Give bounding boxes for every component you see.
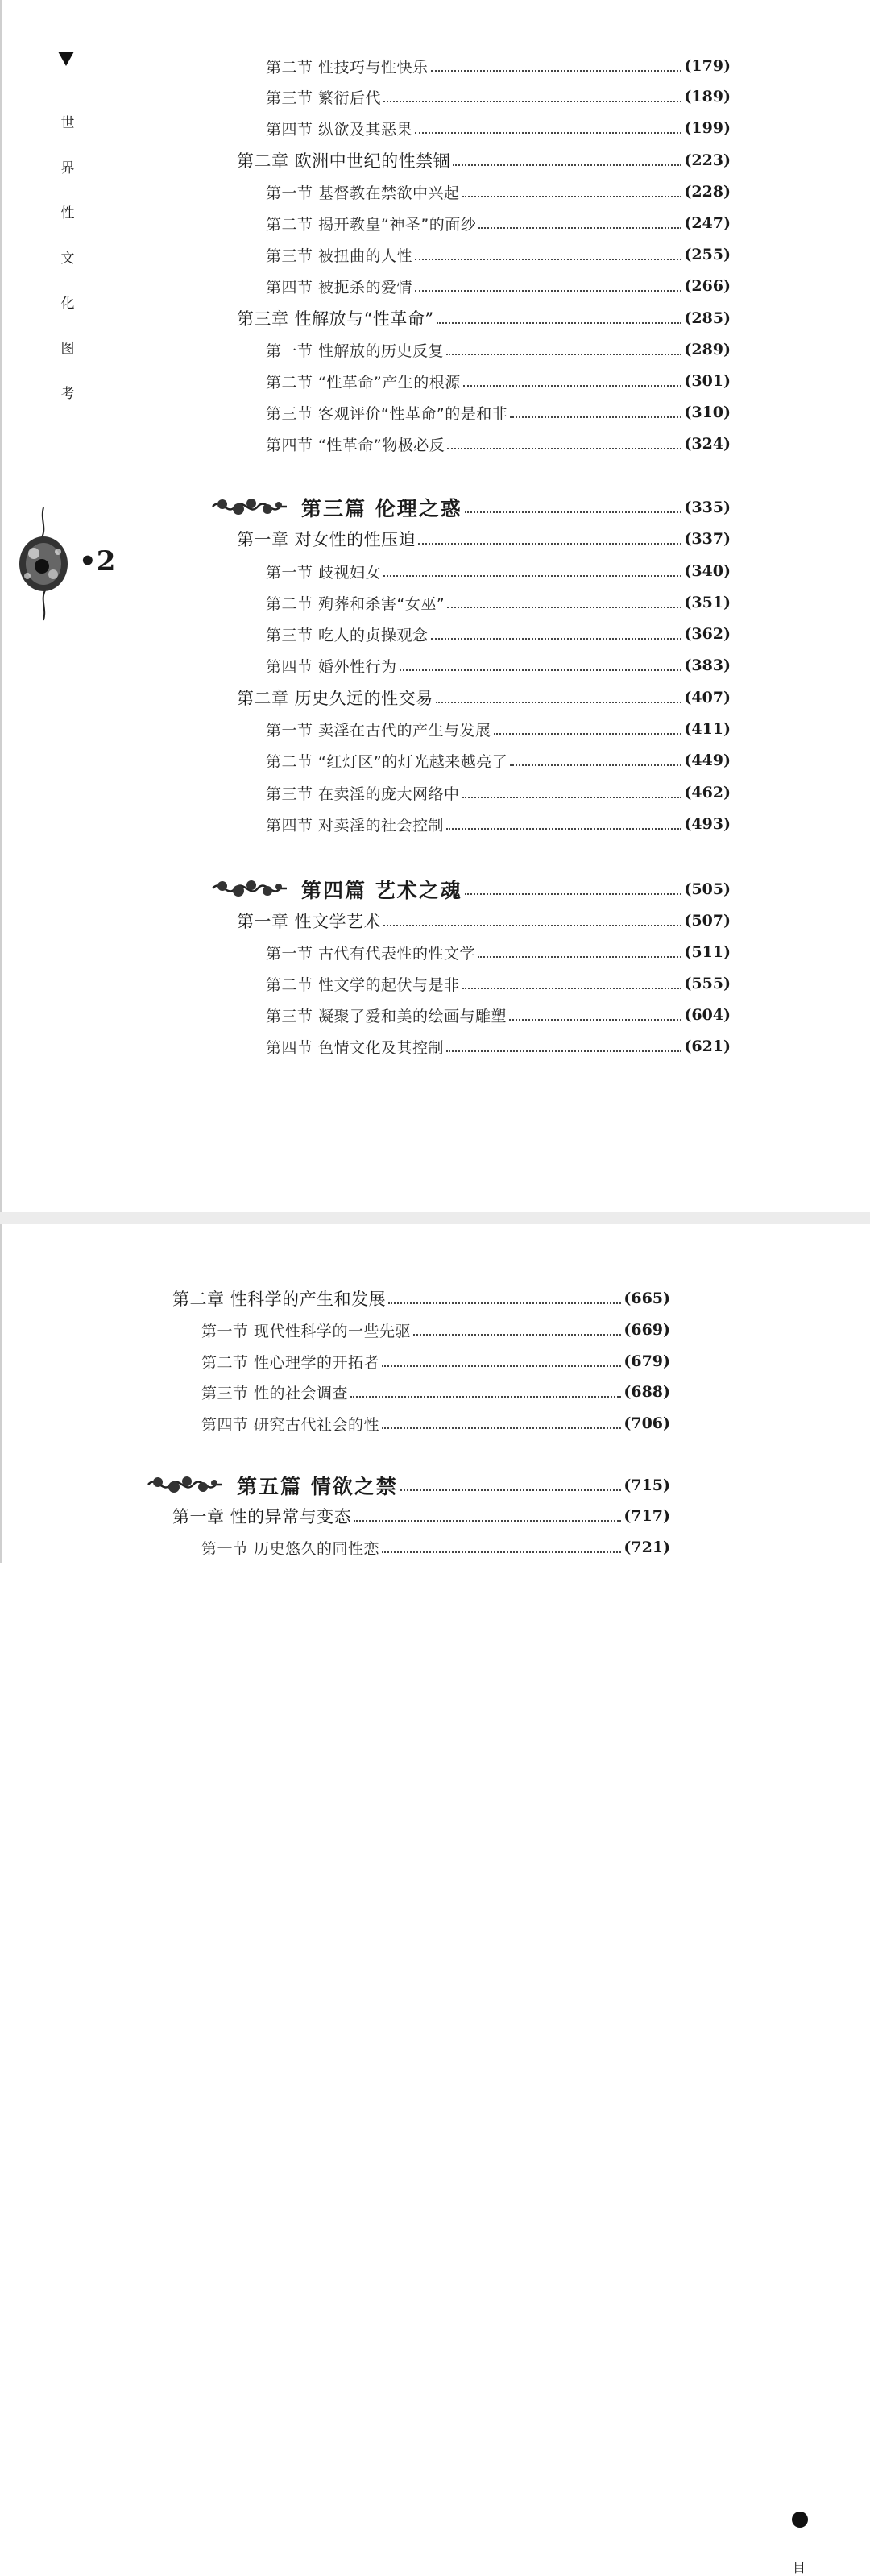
toc-entry-title: 第三节 吃人的贞操观念 bbox=[266, 626, 429, 644]
toc-entry-title: 第二节 殉葬和杀害“女巫” bbox=[266, 594, 445, 613]
toc-entry-section bbox=[266, 431, 731, 457]
dot-leader bbox=[415, 132, 682, 134]
toc-entry-section bbox=[201, 1534, 670, 1560]
toc-entry-title: 第三篇 伦理之惑 bbox=[301, 497, 462, 520]
toc-entry-section bbox=[266, 1002, 731, 1028]
toc-entry-title: 第四节 “性革命”物极必反 bbox=[266, 436, 445, 454]
dot-leader bbox=[447, 607, 682, 608]
toc-page-number: (223) bbox=[684, 151, 731, 169]
toc-entry-section bbox=[266, 780, 731, 806]
toc-entry-section bbox=[266, 939, 731, 965]
dot-leader bbox=[431, 638, 682, 640]
dot-leader bbox=[436, 702, 682, 703]
triangle-marker-icon bbox=[58, 52, 74, 66]
dot-leader bbox=[415, 259, 682, 260]
toc-entry-section bbox=[266, 368, 731, 394]
dot-leader bbox=[413, 1334, 621, 1336]
floral-ornament-icon bbox=[147, 1471, 224, 1498]
dot-leader bbox=[462, 797, 682, 798]
dot-leader bbox=[494, 733, 682, 735]
toc-entry-title: 第二节 “红灯区”的灯光越来越亮了 bbox=[266, 752, 508, 771]
toc-page-number: (717) bbox=[624, 1507, 670, 1525]
toc-entry-part bbox=[301, 872, 731, 907]
book-page-upper bbox=[0, 0, 870, 1212]
dot-leader bbox=[431, 70, 682, 72]
toc-entry-title: 第五篇 情欲之禁 bbox=[237, 1475, 398, 1498]
toc-page-number: (301) bbox=[684, 372, 731, 390]
toc-page-number: (411) bbox=[684, 720, 731, 738]
toc-page-number: (310) bbox=[684, 404, 731, 421]
toc-entry-title: 第四节 对卖淫的社会控制 bbox=[266, 816, 445, 835]
running-book-title bbox=[58, 101, 77, 416]
toc-page-number: (669) bbox=[624, 1321, 670, 1339]
side-title-char: 图 bbox=[60, 341, 75, 357]
page-number: •2 bbox=[79, 545, 116, 578]
dot-leader bbox=[447, 448, 682, 449]
toc-entry-section bbox=[201, 1379, 670, 1405]
toc-entry-chapter bbox=[237, 305, 731, 331]
dot-leader bbox=[354, 1520, 621, 1522]
dot-leader bbox=[415, 290, 682, 292]
dot-leader bbox=[478, 956, 682, 958]
floral-ornament-icon bbox=[211, 875, 288, 902]
dot-leader bbox=[446, 354, 682, 355]
toc-entry-title: 第三节 繁衍后代 bbox=[266, 89, 382, 107]
dot-leader bbox=[382, 1365, 621, 1367]
floral-ornament-icon bbox=[211, 493, 288, 520]
dot-leader bbox=[462, 196, 682, 197]
dot-leader bbox=[350, 1396, 621, 1398]
toc-page-number: (255) bbox=[684, 246, 731, 263]
bullet-marker-icon bbox=[792, 2512, 808, 2528]
toc-entry-section bbox=[266, 115, 731, 141]
toc-page-number: (247) bbox=[684, 214, 731, 232]
toc-page-number: (337) bbox=[684, 530, 731, 548]
toc-entry-title: 第一节 卖淫在古代的产生与发展 bbox=[266, 721, 491, 739]
toc-page-number: (266) bbox=[684, 277, 731, 295]
running-header-char: 目 bbox=[793, 2560, 806, 2575]
toc-page-number: (340) bbox=[684, 562, 731, 580]
toc-entry-section bbox=[266, 621, 731, 647]
toc-entry-section bbox=[266, 1033, 731, 1059]
dot-leader bbox=[388, 1302, 621, 1304]
dot-leader bbox=[382, 1427, 621, 1429]
toc-entry-title: 第二节 揭开教皇“神圣”的面纱 bbox=[266, 215, 477, 234]
toc-entry-chapter bbox=[172, 1286, 670, 1311]
dot-leader bbox=[383, 925, 682, 926]
toc-entry-title: 第三节 被扭曲的人性 bbox=[266, 246, 413, 265]
toc-entry-section bbox=[266, 273, 731, 299]
toc-entry-section bbox=[201, 1348, 670, 1374]
dot-leader bbox=[510, 416, 682, 418]
toc-entry-title: 第一节 历史悠久的同性恋 bbox=[201, 1539, 380, 1558]
toc-entry-title: 第四节 纵欲及其恶果 bbox=[266, 120, 413, 139]
floral-page-ornament-icon bbox=[11, 503, 77, 624]
toc-entry-title: 第三节 在卖淫的庞大网络中 bbox=[266, 785, 460, 803]
toc-entry-title: 第一节 古代有代表性的性文学 bbox=[266, 944, 476, 963]
dot-leader bbox=[446, 828, 682, 830]
toc-entry-title: 第二章 历史久远的性交易 bbox=[237, 689, 433, 708]
toc-entry-title: 第一节 现代性科学的一些先驱 bbox=[201, 1322, 412, 1340]
toc-entry-part bbox=[237, 1468, 670, 1503]
toc-page-number: (505) bbox=[684, 880, 731, 898]
toc-page-number: (285) bbox=[684, 309, 731, 327]
toc-entry-section bbox=[266, 716, 731, 742]
toc-entry-title: 第三节 性的社会调查 bbox=[201, 1384, 349, 1402]
side-title-char: 文 bbox=[60, 251, 75, 267]
toc-entry-title: 第二章 欧洲中世纪的性禁锢 bbox=[237, 151, 451, 171]
dot-leader bbox=[446, 1050, 682, 1052]
toc-page-number: (335) bbox=[684, 499, 731, 516]
toc-page-number: (383) bbox=[684, 656, 731, 674]
toc-entry-section bbox=[201, 1317, 670, 1343]
toc-entry-section bbox=[266, 210, 731, 236]
toc-entry-title: 第二节 性技巧与性快乐 bbox=[266, 58, 429, 77]
toc-page-number: (289) bbox=[684, 341, 731, 358]
toc-entry-section bbox=[266, 590, 731, 615]
toc-entry-title: 第一章 性的异常与变态 bbox=[172, 1507, 352, 1526]
toc-entry-section bbox=[266, 337, 731, 362]
book-page-lower bbox=[0, 1224, 870, 2575]
toc-entry-title: 第三节 客观评价“性革命”的是和非 bbox=[266, 404, 508, 423]
dot-leader bbox=[509, 1019, 682, 1021]
dot-leader bbox=[465, 893, 682, 895]
toc-page-number: (511) bbox=[684, 943, 731, 961]
toc-entry-title: 第四节 婚外性行为 bbox=[266, 657, 397, 676]
toc-page-number: (449) bbox=[684, 752, 731, 769]
toc-entry-chapter bbox=[237, 685, 731, 710]
side-title-char: 界 bbox=[60, 160, 75, 176]
dot-leader bbox=[463, 385, 682, 387]
side-title-char: 考 bbox=[60, 386, 75, 402]
toc-page-number: (555) bbox=[684, 975, 731, 992]
side-title-char: 性 bbox=[60, 205, 75, 222]
toc-entry-title: 第二节 性文学的起伏与是非 bbox=[266, 975, 460, 994]
side-title-char: 化 bbox=[60, 296, 75, 312]
toc-entry-section bbox=[266, 811, 731, 837]
toc-entry-title: 第四节 研究古代社会的性 bbox=[201, 1415, 380, 1434]
dot-leader bbox=[510, 764, 682, 766]
toc-entry-title: 第二章 性科学的产生和发展 bbox=[172, 1290, 387, 1309]
toc-page-number: (189) bbox=[684, 88, 731, 106]
toc-entry-section bbox=[266, 53, 731, 79]
toc-entry-title: 第二节 “性革命”产生的根源 bbox=[266, 373, 461, 391]
toc-entry-title: 第一章 性文学艺术 bbox=[237, 912, 382, 931]
toc-entry-chapter bbox=[172, 1503, 670, 1529]
toc-page-number: (199) bbox=[684, 119, 731, 137]
toc-entry-title: 第一节 歧视妇女 bbox=[266, 563, 382, 582]
toc-entry-section bbox=[266, 748, 731, 773]
toc-entry-title: 第三章 性解放与“性革命” bbox=[237, 309, 434, 329]
toc-entry-section bbox=[266, 84, 731, 110]
side-title-char: 世 bbox=[60, 115, 75, 131]
dot-leader bbox=[465, 511, 682, 513]
dot-leader bbox=[400, 669, 682, 671]
toc-entry-section bbox=[266, 558, 731, 584]
toc-page-number: (706) bbox=[624, 1414, 670, 1432]
toc-page-number: (507) bbox=[684, 912, 731, 930]
dot-leader bbox=[418, 543, 682, 545]
toc-entry-part bbox=[301, 490, 731, 525]
dot-leader bbox=[400, 1489, 622, 1491]
toc-page-number: (362) bbox=[684, 625, 731, 643]
dot-leader bbox=[462, 988, 682, 989]
toc-entry-section bbox=[266, 400, 731, 425]
dot-leader bbox=[383, 101, 682, 102]
toc-entry-section bbox=[266, 242, 731, 267]
toc-page-number: (721) bbox=[624, 1539, 670, 1556]
toc-entry-title: 第三节 凝聚了爱和美的绘画与雕塑 bbox=[266, 1007, 508, 1025]
toc-entry-section bbox=[201, 1410, 670, 1436]
toc-entry-title: 第一章 对女性的性压迫 bbox=[237, 530, 416, 549]
toc-page-number: (493) bbox=[684, 815, 731, 833]
toc-entry-section bbox=[266, 971, 731, 996]
toc-entry-title: 第四节 被扼杀的爱情 bbox=[266, 278, 413, 296]
dot-leader bbox=[437, 322, 682, 324]
toc-entry-chapter bbox=[237, 147, 731, 173]
dot-leader bbox=[382, 1551, 621, 1553]
toc-page-number: (351) bbox=[684, 594, 731, 611]
toc-entry-title: 第二节 性心理学的开拓者 bbox=[201, 1353, 380, 1372]
toc-page-number: (179) bbox=[684, 57, 731, 75]
dot-leader bbox=[453, 164, 682, 166]
toc-page-number: (715) bbox=[624, 1476, 670, 1494]
toc-page-number: (621) bbox=[684, 1037, 731, 1055]
toc-page-number: (324) bbox=[684, 435, 731, 453]
toc-page-number: (665) bbox=[624, 1290, 670, 1307]
toc-entry-chapter bbox=[237, 908, 731, 934]
toc-entry-title: 第四节 色情文化及其控制 bbox=[266, 1038, 445, 1057]
toc-entry-title: 第一节 基督教在禁欲中兴起 bbox=[266, 184, 460, 202]
dot-leader bbox=[478, 227, 682, 229]
toc-entry-chapter bbox=[237, 526, 731, 552]
toc-page-number: (462) bbox=[684, 784, 731, 801]
toc-entry-title: 第四篇 艺术之魂 bbox=[301, 879, 462, 902]
toc-page-number: (604) bbox=[684, 1006, 731, 1024]
dot-leader bbox=[383, 575, 682, 577]
toc-entry-title: 第一节 性解放的历史反复 bbox=[266, 342, 445, 360]
toc-page-number: (407) bbox=[684, 689, 731, 706]
page-separator bbox=[0, 1212, 870, 1224]
toc-page-number: (228) bbox=[684, 183, 731, 201]
toc-page-number: (679) bbox=[624, 1352, 670, 1370]
toc-entry-section bbox=[266, 179, 731, 205]
toc-page-number: (688) bbox=[624, 1383, 670, 1401]
toc-entry-section bbox=[266, 652, 731, 678]
